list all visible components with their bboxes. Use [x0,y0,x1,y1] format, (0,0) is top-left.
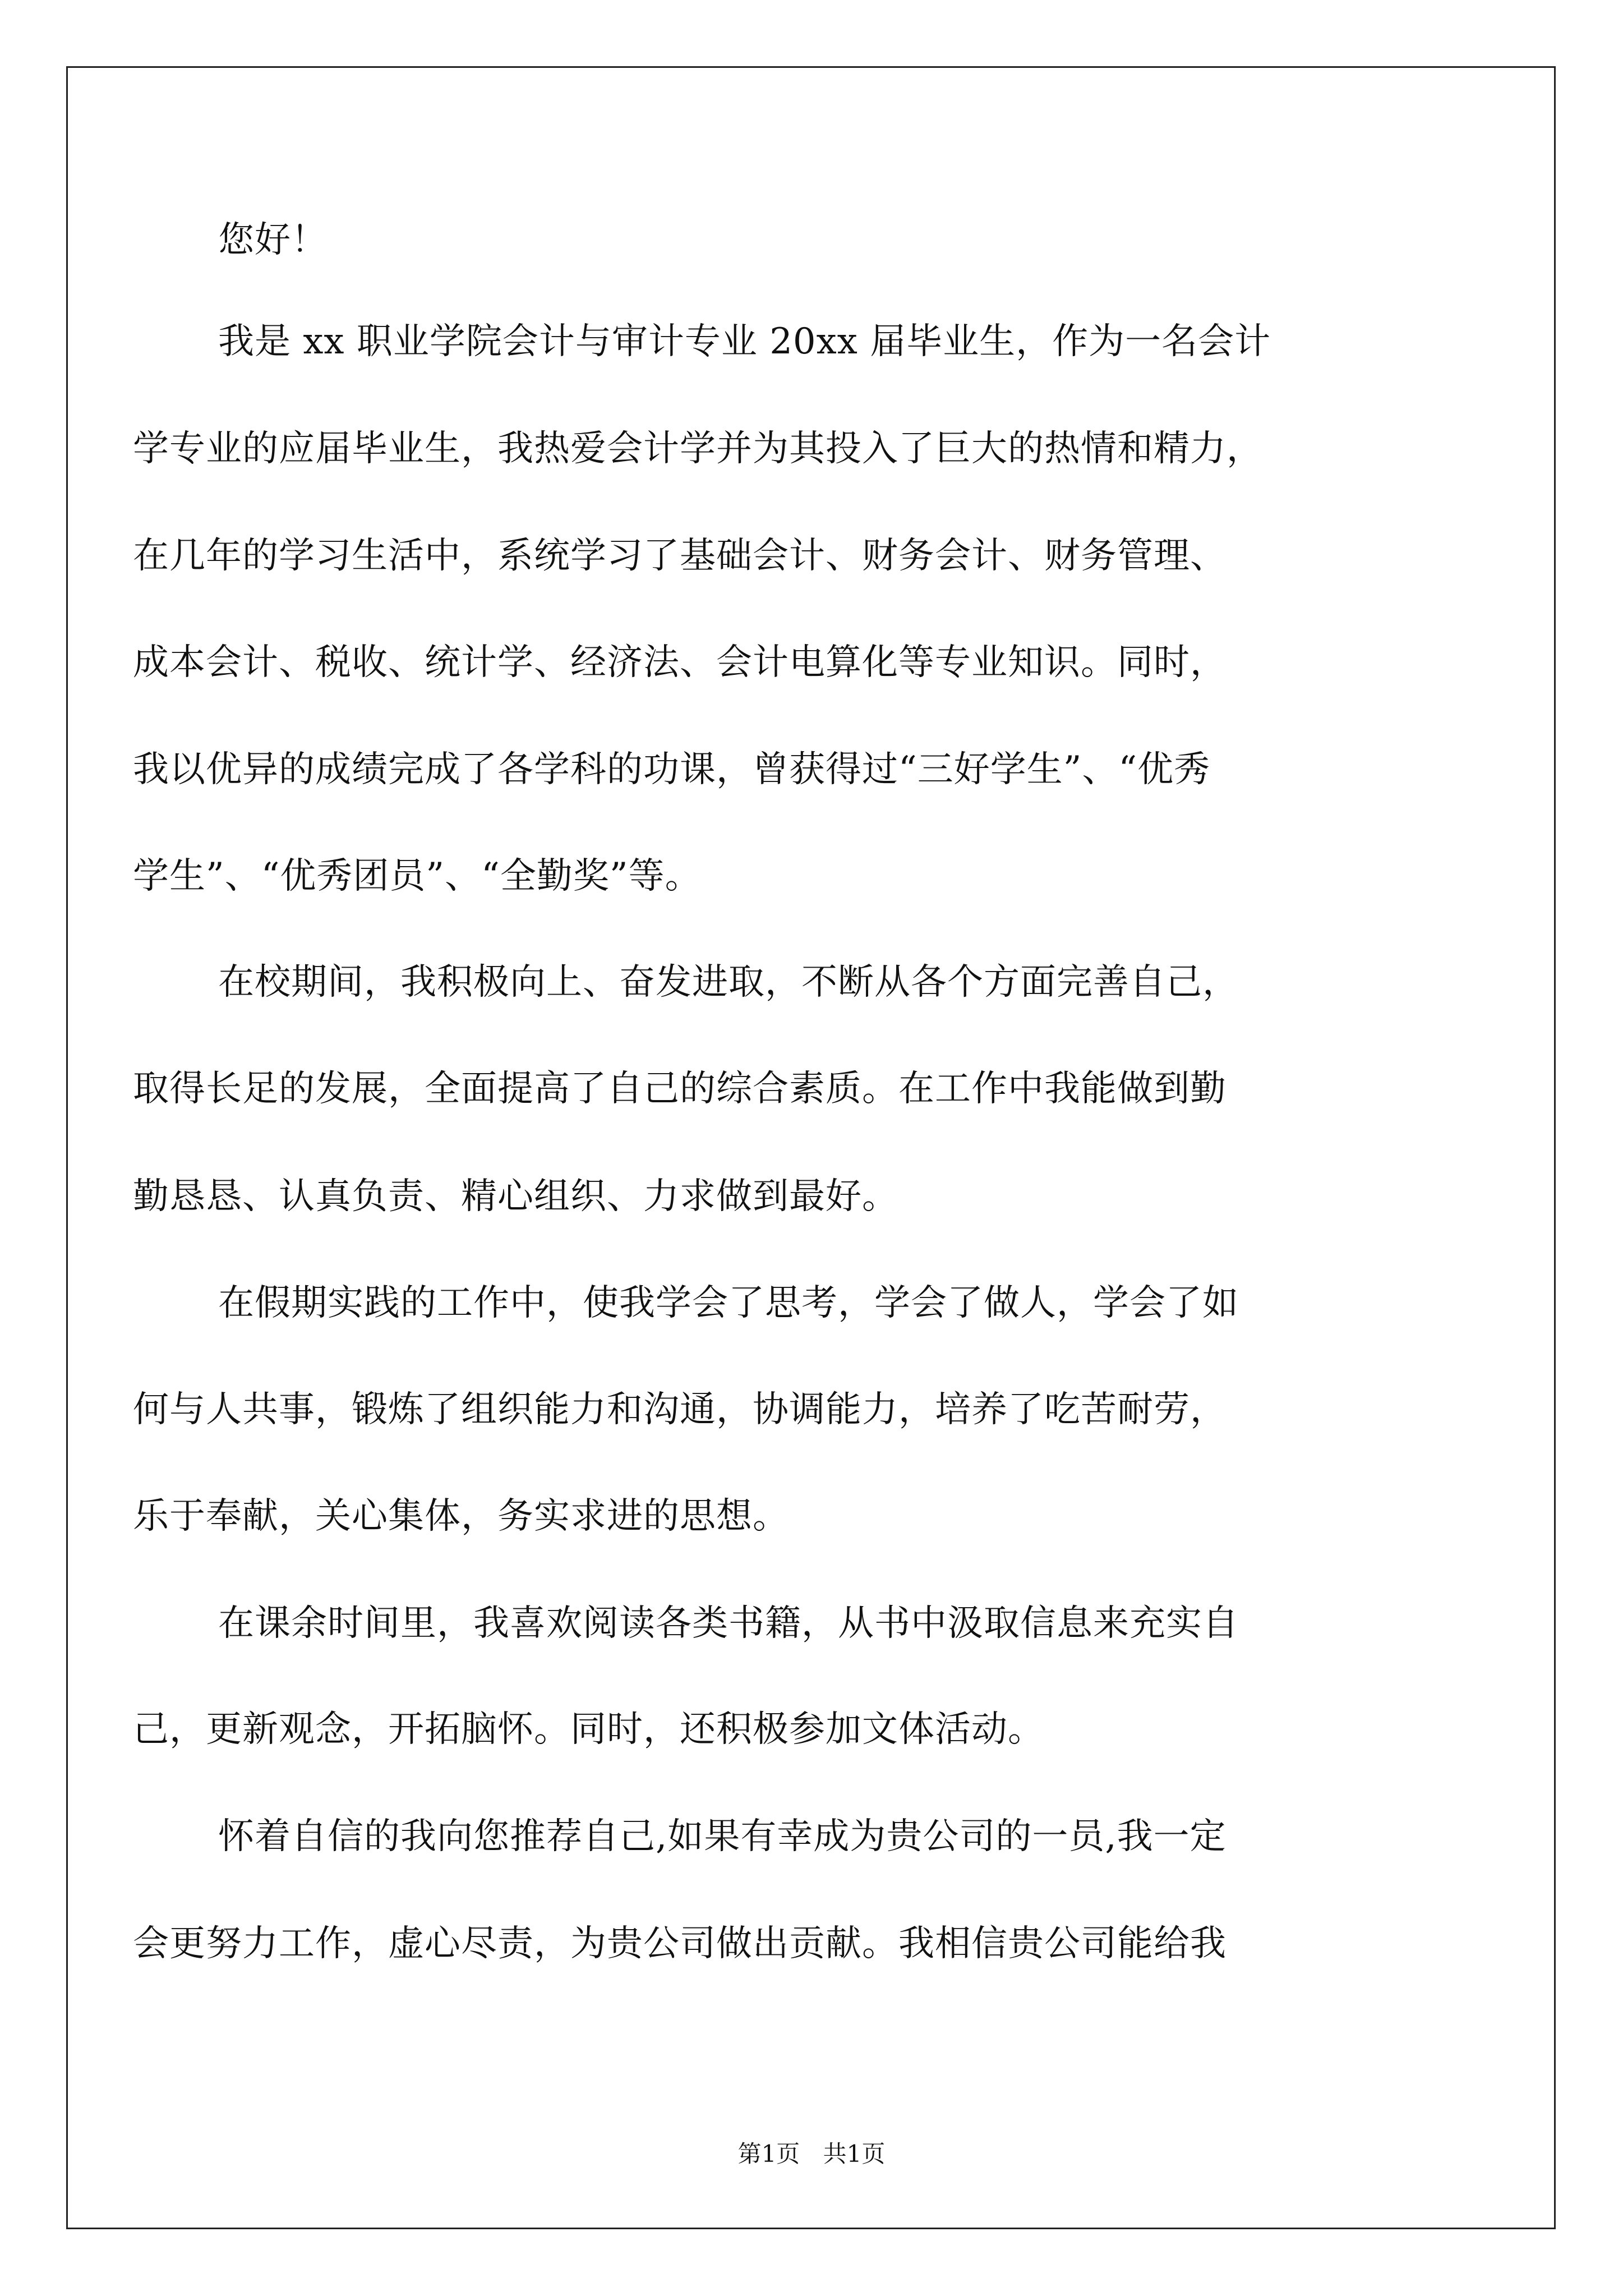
paragraph-line: 成本会计、税收、统计学、经济法、会计电算化等专业知识。同时， [133,642,1227,683]
paragraph-line: 在几年的学习生活中，系统学习了基础会计、财务会计、财务管理、 [133,535,1227,577]
paragraph-line: 会更努力工作，虚心尽责，为贵公司做出贡献。我相信贵公司能给我 [133,1923,1227,1964]
paragraph-line: 己，更新观念，开拓脑怀。同时，还积极参加文体活动。 [133,1709,1044,1750]
page-total: 共1页 [823,2140,886,2168]
paragraph-line: 乐于奉献，关心集体，务实求进的思想。 [133,1496,789,1537]
paragraph-line: 何与人共事，锻炼了组织能力和沟通，协调能力，培养了吃苦耐劳， [133,1389,1227,1430]
paragraph-line: 学生”、“优秀团员”、“全勤奖”等。 [133,855,702,897]
paragraph-line: 我是 xx 职业学院会计与审计专业 20xx 届毕业生，作为一名会计 [218,321,1271,362]
greeting: 您好！ [218,219,328,261]
paragraph-line: 怀着自信的我向您推荐自己,如果有幸成为贵公司的一员,我一定 [218,1816,1227,1857]
paragraph-line: 勤恳恳、认真负责、精心组织、力求做到最好。 [133,1176,898,1217]
paragraph-line: 我以优异的成绩完成了各学科的功课，曾获得过“三好学生”、“优秀 [133,749,1211,790]
paragraph-line: 在校期间，我积极向上、奋发进取，不断从各个方面完善自己， [218,961,1239,1003]
page-number: 第1页 [737,2140,800,2168]
paragraph-line: 在假期实践的工作中，使我学会了思考，学会了做人，学会了如 [218,1282,1239,1324]
paragraph-line: 在课余时间里，我喜欢阅读各类书籍，从书中汲取信息来充实自 [218,1603,1239,1644]
page-border [66,66,1556,2229]
paragraph-line: 学专业的应届毕业生，我热爱会计学并为其投入了巨大的热情和精力， [133,428,1263,470]
paragraph-line: 取得长足的发展，全面提高了自己的综合素质。在工作中我能做到勤 [133,1068,1227,1110]
page-footer [0,2138,1623,2170]
